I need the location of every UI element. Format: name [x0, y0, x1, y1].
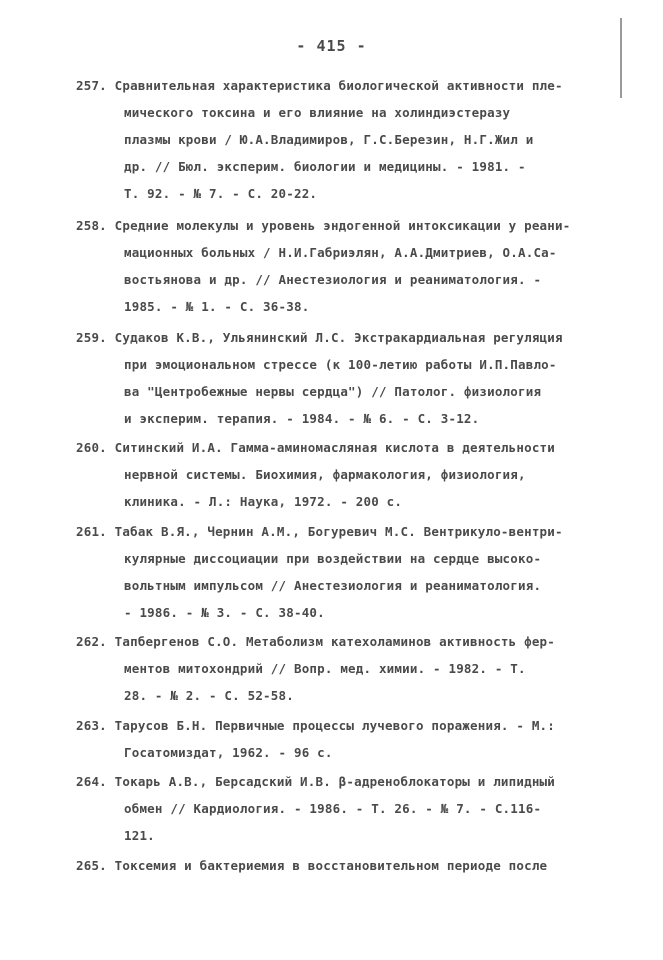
entry-number: 264.: [76, 774, 115, 789]
entry-first-line: 258. Средние молекулы и уровень эндогенной интоксикации у реани-: [76, 218, 571, 233]
bibliography-entry: [76, 852, 606, 879]
entry-first-line: 259. Судаков К.В., Ульянинский Л.С. Экстракардиальная регуляция: [76, 330, 563, 345]
entry-first-line: 263. Тарусов Б.Н. Первичные процессы лучевого поражения. - М.:: [76, 718, 556, 733]
entry-continuation-line: мического токсина и его влияние на холиндиэстеразу: [124, 105, 511, 120]
entry-continuation-line: клиника. - Л.: Наука, 1972. - 200 с.: [124, 494, 403, 509]
entry-continuation-line: Т. 92. - № 7. - С. 20-22.: [124, 186, 318, 201]
entry-continuation-line: востьянова и др. // Анестезиология и реаниматология. -: [124, 272, 542, 287]
entry-first-line: 265. Токсемия и бактериемия в восстановительном периоде после: [76, 858, 548, 873]
bibliography-entry: [76, 434, 606, 515]
entry-continuation-line: ментов митохондрий // Вопр. мед. химии. - 1982. - Т.: [124, 661, 526, 676]
entry-continuation-line: кулярные диссоциации при воздействии на сердце высоко-: [124, 551, 542, 566]
bibliography-entry: [76, 72, 606, 207]
entry-number: 265.: [76, 858, 115, 873]
entry-first-line: 260. Ситинский И.А. Гамма-аминомасляная кислота в деятельности: [76, 440, 556, 455]
entry-continuation-line: вольтным импульсом // Анестезиология и реаниматология.: [124, 578, 542, 593]
bibliography-entry: [76, 324, 606, 432]
entry-number: 263.: [76, 718, 115, 733]
entry-continuation-line: нервной системы. Биохимия, фармакология, физиология,: [124, 467, 526, 482]
bibliography-entry: [76, 628, 606, 709]
entry-number: 262.: [76, 634, 115, 649]
entry-continuation-line: и эксперим. терапия. - 1984. - № 6. - С. 3-12.: [124, 411, 480, 426]
entry-number: 259.: [76, 330, 115, 345]
entry-continuation-line: обмен // Кардиология. - 1986. - Т. 26. - № 7. - С.116-: [124, 801, 542, 816]
entry-number: 261.: [76, 524, 115, 539]
bibliography-entry: [76, 212, 606, 320]
page-number: - 415 -: [296, 37, 367, 55]
entry-continuation-line: при эмоциональном стрессе (к 100-летию работы И.П.Павло-: [124, 357, 557, 372]
entry-continuation-line: плазмы крови / Ю.А.Владимиров, Г.С.Березин, Н.Г.Жил и: [124, 132, 534, 147]
bibliography-entry: [76, 518, 606, 626]
bibliography-entry: [76, 768, 606, 849]
entry-continuation-line: 1985. - № 1. - С. 36-38.: [124, 299, 310, 314]
entry-continuation-line: мационных больных / Н.И.Габриэлян, А.А.Дмитриев, О.А.Са-: [124, 245, 557, 260]
entry-continuation-line: - 1986. - № 3. - С. 38-40.: [124, 605, 325, 620]
entry-first-line: 262. Тапбергенов С.О. Метаболизм катехоламинов активность фер-: [76, 634, 556, 649]
entry-number: 257.: [76, 78, 115, 93]
bibliography-entry: [76, 712, 606, 766]
entry-number: 258.: [76, 218, 115, 233]
entry-first-line: 261. Табак В.Я., Чернин А.М., Богуревич М.С. Вентрикуло-вентри-: [76, 524, 563, 539]
entry-continuation-line: ва "Центробежные нервы сердца") // Патолог. физиология: [124, 384, 542, 399]
entry-continuation-line: 28. - № 2. - С. 52-58.: [124, 688, 294, 703]
entry-continuation-line: 121.: [124, 828, 155, 843]
entry-first-line: 257. Сравнительная характеристика биологической активности пле-: [76, 78, 563, 93]
entry-first-line: 264. Токарь А.В., Берсадский И.В. β-адреноблокаторы и липидный: [76, 774, 556, 789]
entry-continuation-line: др. // Бюл. эксперим. биологии и медицины. - 1981. -: [124, 159, 526, 174]
entry-continuation-line: Госатомиздат, 1962. - 96 с.: [124, 745, 333, 760]
entry-number: 260.: [76, 440, 115, 455]
